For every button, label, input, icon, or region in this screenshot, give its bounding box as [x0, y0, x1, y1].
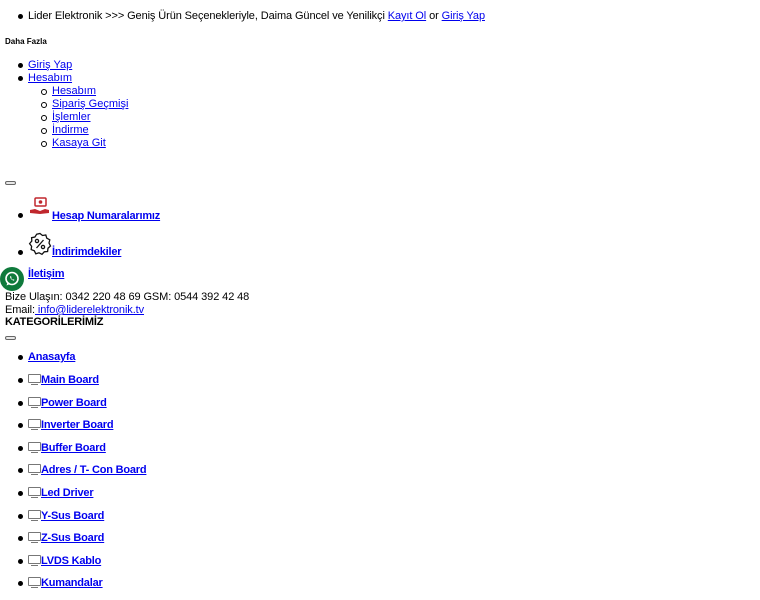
list-bullet	[41, 141, 47, 147]
tv-screen-icon	[28, 577, 41, 586]
contact-email-row	[5, 304, 144, 316]
category-link-led-driver[interactable]: Led Driver	[41, 487, 94, 499]
category-link-ysus-board[interactable]: Y-Sus Board	[41, 510, 105, 522]
category-link-main-board[interactable]: Main Board	[41, 374, 99, 386]
list-bullet	[18, 76, 23, 81]
menu-account-link[interactable]: Hesabım	[28, 72, 73, 84]
tv-screen-icon	[28, 419, 41, 428]
tv-screen-icon	[28, 464, 41, 473]
menu-login-link[interactable]: Giriş Yap	[28, 59, 73, 71]
menu-toggle-button[interactable]	[5, 181, 16, 185]
tv-screen-icon	[28, 510, 41, 519]
tv-screen-icon	[28, 397, 41, 406]
list-bullet	[18, 401, 23, 406]
or-text: or	[429, 10, 439, 22]
category-link-zsus-board[interactable]: Z-Sus Board	[41, 532, 105, 544]
tv-screen-icon	[28, 442, 41, 451]
contact-link[interactable]: İletişim	[28, 268, 65, 280]
register-link[interactable]: Kayıt Ol	[387, 10, 427, 22]
tv-screen-icon	[28, 487, 41, 496]
list-bullet	[18, 423, 23, 428]
whatsapp-icon[interactable]	[0, 267, 24, 291]
category-link-remotes[interactable]: Kumandalar	[41, 577, 103, 589]
contact-phone: Bize Ulaşın: 0342 220 48 69 GSM: 0544 392 42 48	[5, 291, 250, 303]
list-bullet	[18, 581, 23, 586]
submenu-checkout-link[interactable]: Kasaya Git	[52, 137, 106, 149]
list-bullet	[18, 468, 23, 473]
list-bullet	[41, 128, 47, 134]
list-bullet	[18, 355, 23, 360]
tv-screen-icon	[28, 532, 41, 541]
list-bullet	[18, 446, 23, 451]
list-bullet	[41, 102, 47, 108]
category-link-home[interactable]: Anasayfa	[28, 351, 76, 363]
categories-title: KATEGORİLERİMİZ	[5, 316, 104, 328]
category-link-power-board[interactable]: Power Board	[41, 397, 107, 409]
submenu-transactions-link[interactable]: İşlemler	[52, 111, 91, 123]
more-heading: Daha Fazla	[5, 37, 47, 46]
discounts-link[interactable]: İndirimdekiler	[52, 246, 122, 258]
email-label: Email:	[5, 304, 35, 316]
submenu-account-link[interactable]: Hesabım	[52, 85, 97, 97]
tv-screen-icon	[28, 555, 41, 564]
list-bullet	[18, 213, 23, 218]
topbar-message: Lider Elektronik >>> Geniş Ürün Seçenekleriyle, Daima Güncel ve Yenilikçi	[28, 10, 385, 22]
list-bullet	[18, 250, 23, 255]
login-link[interactable]: Giriş Yap	[441, 10, 485, 22]
email-link[interactable]: info@liderelektronik.tv	[34, 304, 145, 316]
submenu-order-history-link[interactable]: Sipariş Geçmişi	[52, 98, 129, 110]
category-link-inverter-board[interactable]: Inverter Board	[41, 419, 114, 431]
bank-accounts-link[interactable]: Hesap Numaralarımız	[52, 210, 161, 222]
category-link-tcon-board[interactable]: Adres / T- Con Board	[41, 464, 147, 476]
category-link-buffer-board[interactable]: Buffer Board	[41, 442, 106, 454]
category-link-lvds-cable[interactable]: LVDS Kablo	[41, 555, 102, 567]
tv-screen-icon	[28, 374, 41, 383]
list-bullet	[41, 115, 47, 121]
list-bullet	[18, 378, 23, 383]
topbar	[28, 10, 485, 22]
list-bullet	[41, 89, 47, 95]
submenu-downloads-link[interactable]: İndirme	[52, 124, 89, 136]
percent-badge-icon	[28, 232, 52, 256]
categories-toggle-button[interactable]	[5, 336, 16, 340]
list-bullet	[18, 491, 23, 496]
list-bullet	[18, 14, 23, 19]
hand-money-icon	[29, 197, 51, 217]
list-bullet	[18, 559, 23, 564]
list-bullet	[18, 514, 23, 519]
list-bullet	[18, 536, 23, 541]
list-bullet	[18, 63, 23, 68]
